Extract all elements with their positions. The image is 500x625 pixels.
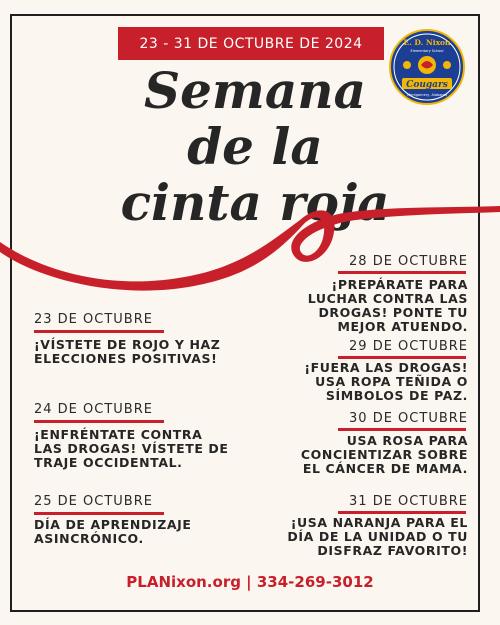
date-label-oct-29: 29 DE OCTUBRE [349, 339, 468, 354]
logo-word: Cougars [406, 80, 448, 90]
date-rule [338, 271, 466, 274]
date-label-oct-23: 23 DE OCTUBRE [34, 312, 153, 327]
logo-location: Montgomery, Alabama [407, 93, 447, 97]
footer-contact[interactable]: PLANixon.org | 334-269-3012 [126, 573, 374, 591]
title-line-1: Semana [144, 61, 366, 120]
event-text-oct-31: ¡USA NARANJA PARA EL DÍA DE LA UNIDAD O TU DISFRAZ FAVORITO! [287, 515, 468, 558]
date-rule [34, 512, 164, 515]
event-text-oct-23: ¡VÍSTETE DE ROJO Y HAZ ELECCIONES POSITIVAS! [34, 337, 221, 366]
paw-icon-right [443, 61, 451, 69]
event-text-oct-28: ¡PREPÁRATE PARA LUCHAR CONTRA LAS DROGAS! PONTE TU MEJOR ATUENDO. [307, 277, 468, 334]
date-label-oct-24: 24 DE OCTUBRE [34, 402, 153, 417]
date-rule [34, 330, 164, 333]
event-text-oct-30: USA ROSA PARA CONCIENTIZAR SOBRE EL CÁNCER DE MAMA. [300, 433, 468, 476]
date-rule [338, 356, 466, 359]
title-line-2: de la [187, 117, 323, 176]
event-text-oct-24: ¡ENFRÉNTATE CONTRA LAS DROGAS! VÍSTETE DE TRAJE OCCIDENTAL. [34, 427, 229, 470]
event-text-oct-25: DÍA DE APRENDIZAJE ASINCRÓNICO. [34, 517, 192, 546]
date-banner: 23 - 31 DE OCTUBRE DE 2024 [118, 27, 384, 60]
date-label-oct-31: 31 DE OCTUBRE [349, 494, 468, 509]
logo-name: E. D. Nixon [403, 38, 451, 47]
title-line-3: cinta roja [120, 173, 390, 232]
date-label-oct-28: 28 DE OCTUBRE [349, 254, 468, 269]
date-rule [338, 511, 466, 514]
paw-icon-left [403, 61, 411, 69]
date-label-oct-30: 30 DE OCTUBRE [349, 411, 468, 426]
date-rule [338, 428, 466, 431]
date-label-oct-25: 25 DE OCTUBRE [34, 494, 153, 509]
event-text-oct-29: ¡FUERA LAS DROGAS! USA ROPA TEÑIDA O SÍMBOLOS DE PAZ. [304, 360, 468, 403]
date-rule [34, 420, 164, 423]
logo-school: Elementary School [410, 49, 444, 53]
